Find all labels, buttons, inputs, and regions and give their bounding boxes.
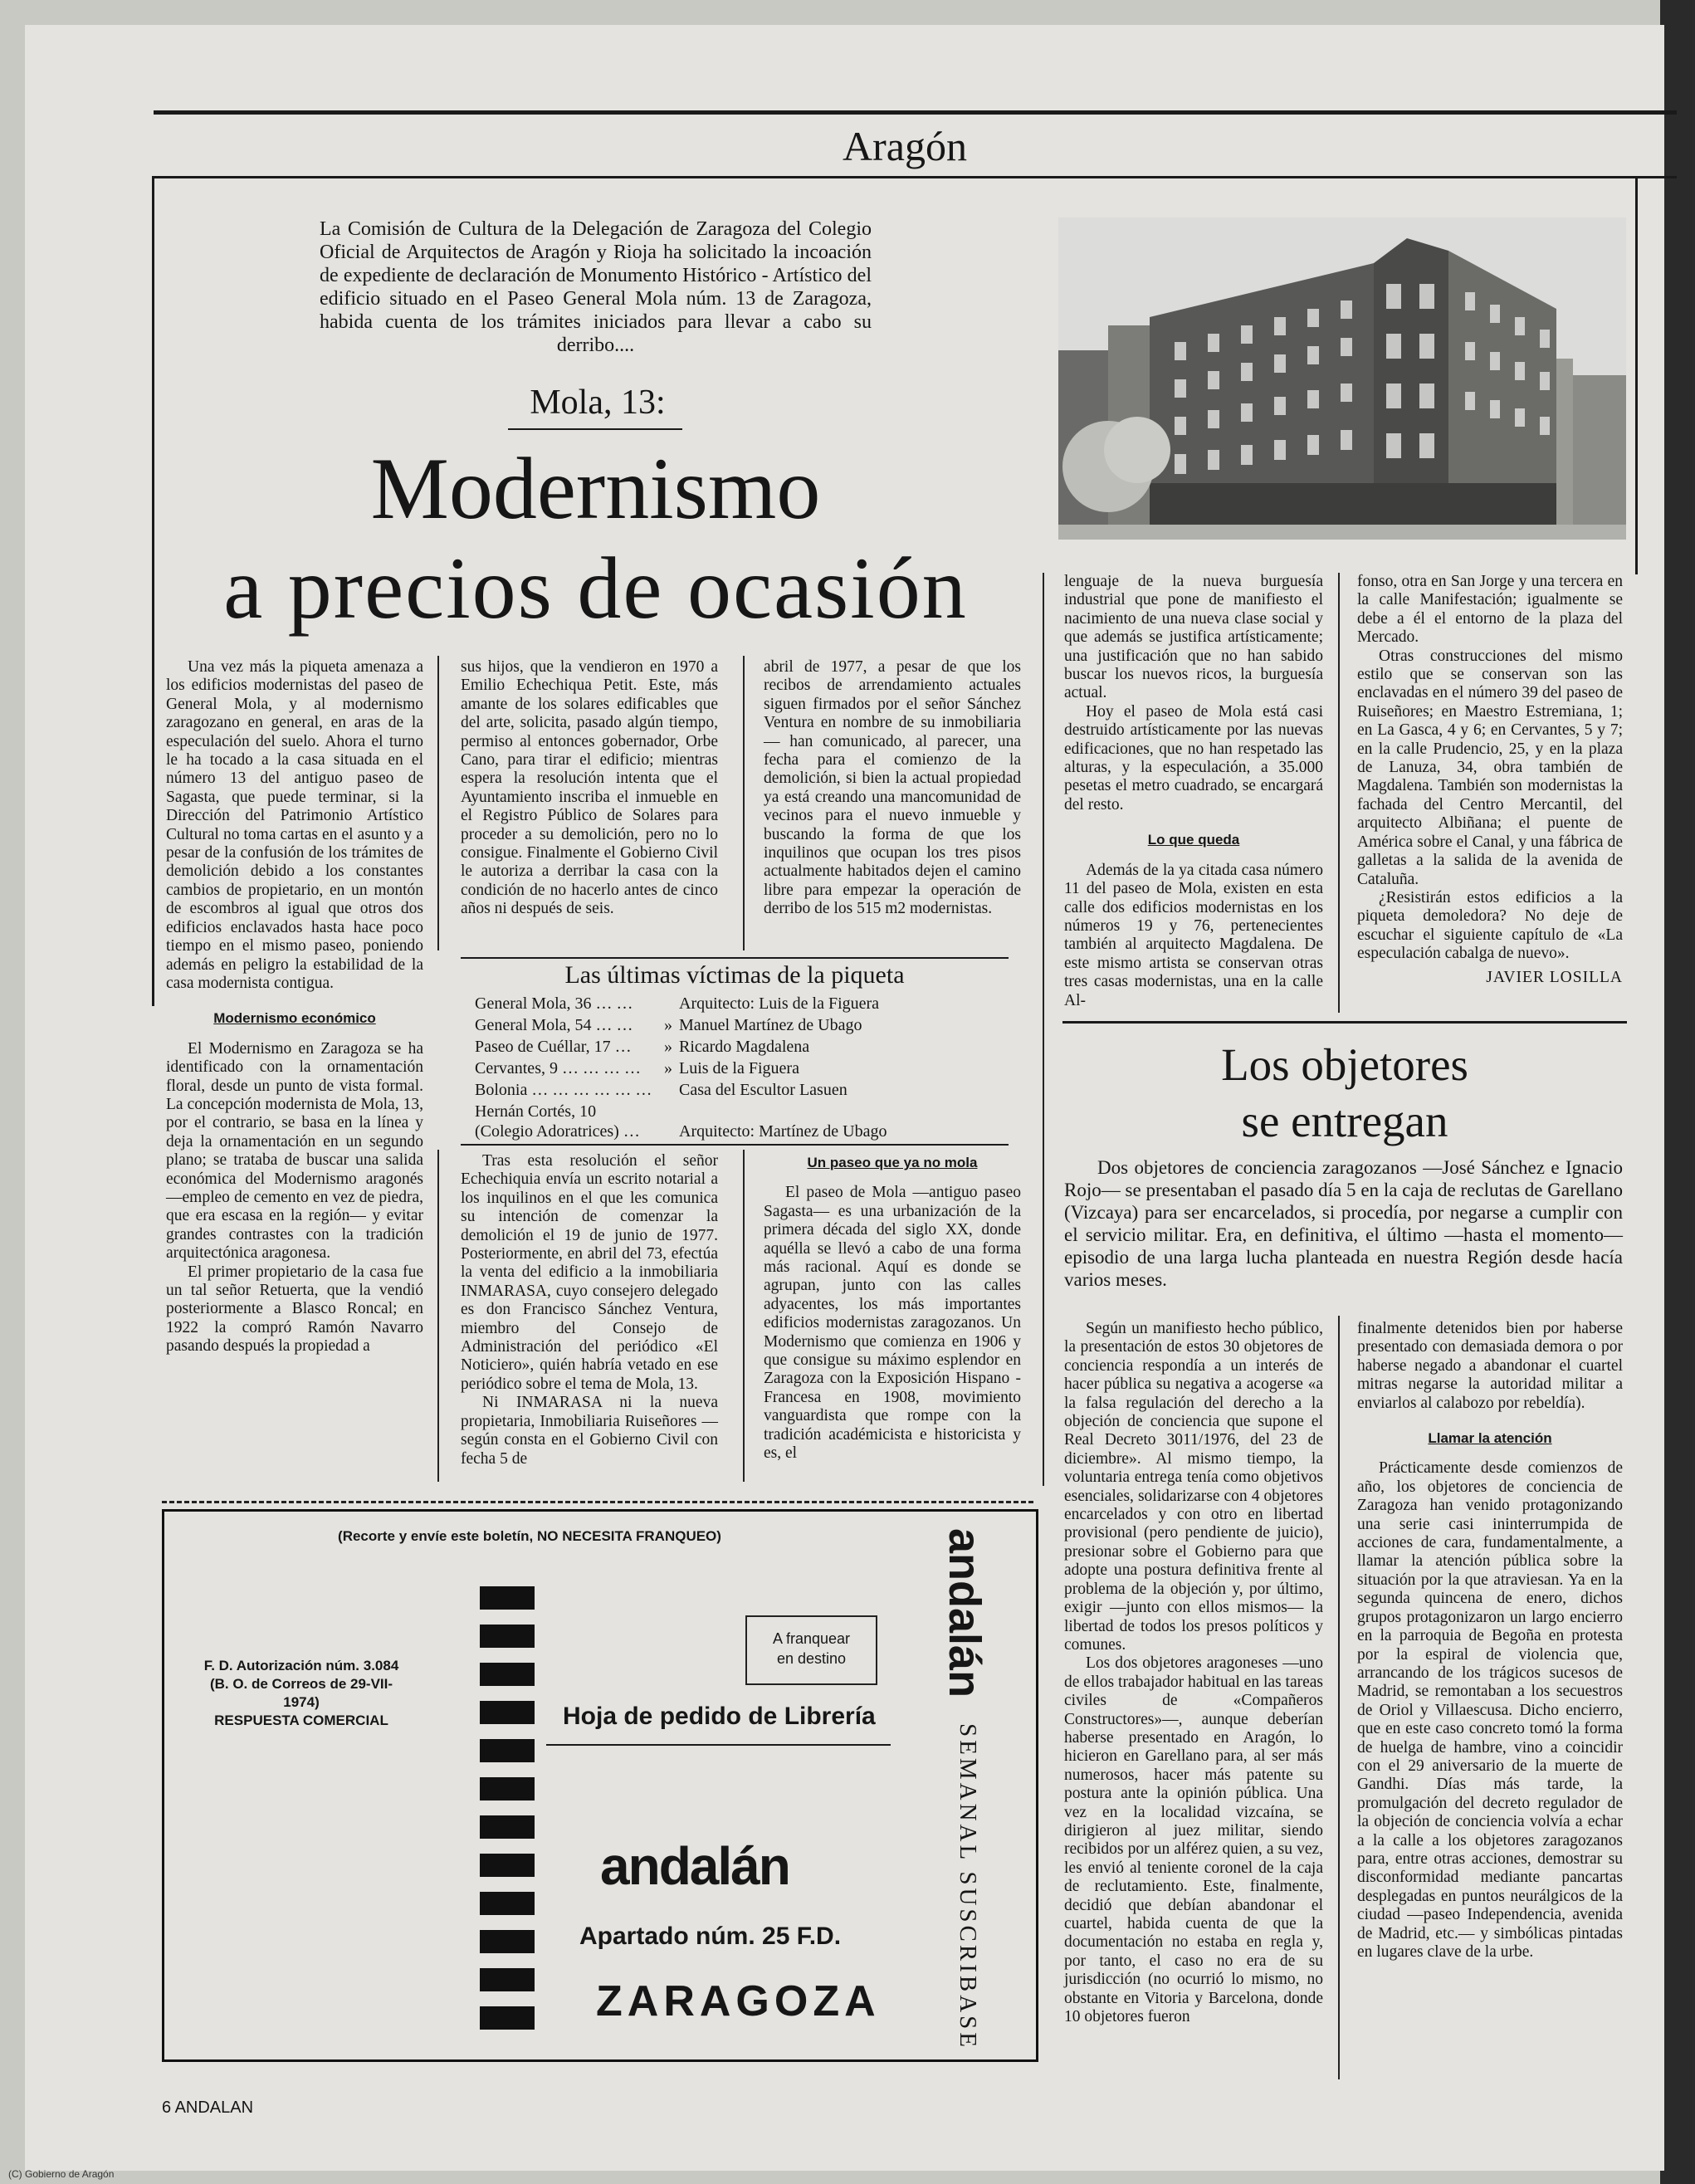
article2-title-l1: Los objetores <box>1221 1039 1468 1090</box>
article1-col1-p1: Una vez más la piqueta amenaza a los edificios modernistas del paseo de General Mola, y al modernismo zaragozano en general, en aras de la especulación del suelo. Ahora el turno le ha tocado a la casa situada en el número 13 del antiguo paseo de Sagasta, que puede terminar, si la Dirección del Patrimonio Artístico Cultural no toma cartas en el asunto y a pesar de la confusión de los trámites de demolición debido a los constantes cambios de propietario, en un montón de escombros al igual que otros dos edificios enclavados hasta hace poco tiempo en el mismo paseo, poniendo además en peligro la estabilidad de la casa modernista contigua. <box>166 658 423 992</box>
article1-col1-p3: El primer propietario de la casa fue un tal señor Retuerta, que la vendió posteriormente a Blasco Roncal; en 1922 la compró Ramón Navarro pasando después la propiedad a <box>166 1263 423 1356</box>
article2-col2-p2: Prácticamente desde comienzos de año, los objetores de conciencia de Zaragoza han venido protagonizando una serie casi ininterrumpida de acciones de cara, fundamentalmente, a llamar la atención pública sobre la situación por la que atraviesan. Ya en la segunda quincena de enero, dichos grupos protagonizaron un largo encierro en la parroquia de Begoña en protesta por la espiral de violencia que, arrancando de los trágicos sucesos de Madrid, se remontaban a los secuestros de Oriol y Villaescusa. Dicho encierro, que en este caso concreto tomó la forma de huelga de hambre, vino a coincidir con el 29 aniversario de la muerte de Gandhi. Días más tarde, la promulgación del decreto regulador de la objeción de conciencia volvía a echar a la calle a los objetores zaragozanos para, entre otras acciones, demostrar su disconformidad mediante pancartas desplegadas en puntos neurálgicos de la ciudad —paseo Independencia, avenida de Madrid, etc.— y simbólicas pintadas en lugares clave de la urbe. <box>1357 1459 1623 1961</box>
article2-col1 <box>1064 1320 1323 2026</box>
article1-col4-p2: Hoy el paseo de Mola está casi destruido artísticamente por las nuevas edificaciones, que no han respetado las alturas, y la especulación, a 35.000 pesetas el metro cuadrado, se encargará del resto. <box>1064 702 1323 814</box>
col-rule-4 <box>1338 573 1340 1013</box>
victim-mark: » <box>664 1038 672 1056</box>
col-rule-2 <box>743 656 745 950</box>
kicker-rule <box>508 428 682 430</box>
postal-bar <box>480 1739 535 1762</box>
article2-col2 <box>1357 1320 1623 1962</box>
postage-box-line2: en destino <box>776 1650 847 1667</box>
article2-title-l2: se entregan <box>1241 1096 1448 1146</box>
article1-col4-p3: Además de la ya citada casa número 11 del paseo de Mola, existen en esta calle dos edificios modernistas en los números 19 y 76, pertenecientes también al arquitecto Magdalena. De este mismo artista se conservan otras tres casas modernistas, una en la calle Al- <box>1064 861 1323 1009</box>
victim-place: Paseo de Cuéllar, 17 … <box>475 1038 632 1056</box>
postage-box-line1: A franquear <box>772 1630 851 1647</box>
building-photo <box>1058 217 1626 540</box>
coupon-city: ZARAGOZA <box>596 1977 881 2025</box>
victim-architect: Casa del Escultor Lasuen <box>679 1081 848 1099</box>
postal-bar <box>480 1930 535 1953</box>
victim-place: General Mola, 54 … … <box>475 1016 633 1034</box>
victims-row <box>471 1036 890 1058</box>
article1-col2b-p1: Tras esta resolución el señor Echechiquia envía un escrito notarial a los inquilinos en el que les comunica su intención de comenzar la demolición el 19 de junio de 1977. Posteriormente, en abril del 73, efectúa la venta del edificio a la inmobiliaria INMARASA, cuyo consejero delegado es don Francisco Sánchez Ventura, miembro del Consejo de Administración del periódico «El Noticiero», quién habría vetado en ese periódico sobre el tema de Mola, 13. <box>461 1152 718 1393</box>
article1-col1-p2: El Modernismo en Zaragoza se ha identificado con la ornamentación floral, desde un punto de vista formal. La concepción modernista de Mola, 13, por el contrario, se basa en la línea y deja la ornamentación en un segundo plano; se trataba de buscar una salida económica del Modernismo aragonés —empleo de cemento en vez de piedra, que era escasa en la región— y evitar grandes contrastes con la tradición arquitectónica aragonesa. <box>166 1039 423 1263</box>
section-rule <box>154 176 1677 178</box>
author-byline: JAVIER LOSILLA <box>1486 968 1623 986</box>
coupon-authorization <box>198 1657 405 1730</box>
page-footer: 6 ANDALAN <box>162 2098 254 2117</box>
coupon-instruction: (Recorte y envíe este boletín, NO NECESITA FRANQUEO) <box>338 1528 721 1544</box>
coupon-address: Apartado núm. 25 F.D. <box>579 1923 842 1950</box>
order-coupon <box>162 1509 1038 2062</box>
col-rule-3 <box>1043 573 1044 1486</box>
article1-col4-p1: lenguaje de la nueva burguesía industrial que pone de manifiesto el nacimiento de una nueva clase social y que además se justifica artísticamente; una justificación que no han sabido buscar los nuevos ricos, la burguesía actual. <box>1064 573 1323 702</box>
victims-row <box>471 993 890 1014</box>
victim-place: Hernán Cortés, 10 (Colegio Adoratrices) … <box>475 1102 640 1141</box>
article1-col5-p3: ¿Resistirán estos edificios a la piqueta demoledora? No deje de escuchar el siguiente capítulo de «La especulación cabalga de nuevo». <box>1357 888 1623 963</box>
coupon-order-rule <box>546 1744 891 1746</box>
postal-bar <box>480 1968 535 1991</box>
victims-title: Las últimas víctimas de la piqueta <box>564 961 905 989</box>
article1-col3-text: abril de 1977, a pesar de que los recibos de arrendamiento actuales siguen firmados por el señor Sánchez Ventura en nombre de su inmobiliaria— han comunicado, al parecer, una fecha para el comienzo de la demolición, si bien la actual propiedad ya está creando una mancomunidad de vecinos para el nuevo inmueble y buscando la forma de que los inquilinos que ocupan los tres pisos actualmente habitados dejen el camino libre para empezar la operación de derribo de los 515 m2 modernistas. <box>764 658 1021 918</box>
side-text: SEMANAL SUSCRIBASE <box>955 1723 981 2051</box>
postal-bar <box>480 1586 535 1610</box>
victim-place: Bolonia … … … … … … <box>475 1081 652 1099</box>
intro-text: La Comisión de Cultura de la Delegación de Zaragoza del Colegio Oficial de Arquitectos de Aragón y Rioja ha solicitado la incoación de expediente de declaración de Monumento Histórico - Artístico del edificio situado en el Paseo General Mola núm. 13 de Zaragoza, habida cuenta de los trámites iniciados para llevar a cabo su derribo.... <box>320 218 872 356</box>
victims-table <box>471 993 890 1142</box>
victim-mark: » <box>664 1059 672 1077</box>
victims-bottom-rule <box>461 1144 1009 1146</box>
article1-col2b <box>461 1152 718 1468</box>
binding-edge <box>1660 0 1695 2184</box>
postal-bar <box>480 1777 535 1800</box>
article2-col1-p2: Los dos objetores aragoneses —uno de ellos trabajador habitual en las tareas civiles de «Compañeros Constructores»—, aunque deberían haberse presentado en Aragón, lo hicieron en Garellano para, al ser más numerosos, hacer más patente su postura ante la opinión pública. Una vez en la localidad vizcaína, se dirigieron al juez militar, siendo recibidos por un alférez quien, a su vez, les envió al teniente coronel de la caja de reclutamiento. Este, finalmente, decidió que debían abandonar el cuartel, habida cuenta de que la documentación no estaba en regla y, por tanto, el caso no era de su jurisdicción (no ocurrió lo mismo, no obstante en Vitoria y Barcelona, donde 10 objetores fueron <box>1064 1654 1323 2026</box>
coupon-auth-line2: (B. O. de Correos de 29-VII-1974) <box>209 1676 393 1710</box>
coupon-auth-line3: RESPUESTA COMERCIAL <box>214 1713 388 1728</box>
article1-col4 <box>1064 573 1323 1010</box>
victim-architect: Manuel Martínez de Ubago <box>679 1016 862 1034</box>
coupon-side-strip <box>936 1528 1003 2051</box>
postage-box <box>745 1615 877 1685</box>
side-brand: andalán <box>940 1528 989 1698</box>
copyright-credit: (C) Gobierno de Aragón <box>8 2168 115 2180</box>
article2-col1-p1: Según un manifiesto hecho público, la presentación de estos 30 objetores de conciencia respondía a un interés de hacer pública su negativa a acogerse «a la falsa regulación del derecho a la objeción de conciencia que supone el Real Decreto 3011/1976, del 23 de diciembre». Al mismo tiempo, la voluntaria entrega tenía como objetivos esenciales, solidarizarse con 4 objetores encarcelados y con otro en libertad provisional (pero pendiente de juicio), presionar sobre el Gobierno para que adopte una postura definitiva frente al problema de la objeción y, por último, exigir —junto con ellos mismos— la libertad de todos los presos políticos y comunes. <box>1064 1320 1323 1654</box>
victim-mark: » <box>664 1016 672 1034</box>
postal-bar <box>480 1892 535 1915</box>
victim-mark <box>661 1101 676 1142</box>
article1-col2b-p2: Ni INMARASA ni la nueva propietaria, Inmobiliaria Ruiseñores —según consta en el Gobierno Civil con fecha 5 de <box>461 1394 718 1468</box>
kicker: Mola, 13: <box>530 384 666 422</box>
victims-top-rule <box>461 957 1009 959</box>
victim-architect: Arquitecto: Luis de la Figuera <box>679 994 880 1013</box>
article2-col2-p1: finalmente detenidos bien por haberse presentado con demasiada demora o por haberse negado a abandonar el cuartel mitras negarse la autoridad militar a enviarlos al calabozo por rebeldía). <box>1357 1320 1623 1412</box>
headline-line1: Modernismo <box>370 440 821 537</box>
victim-mark <box>661 1079 676 1101</box>
victim-place: General Mola, 36 … … <box>475 994 633 1013</box>
postal-bar <box>480 1815 535 1839</box>
victims-row <box>471 1058 890 1079</box>
section-title: Aragón <box>843 123 967 169</box>
frame-left <box>152 176 154 1006</box>
coupon-brand: andalán <box>600 1836 789 1896</box>
victims-row <box>471 1101 890 1142</box>
victim-architect: Ricardo Magdalena <box>679 1038 810 1056</box>
col-rule-7 <box>1338 1316 1340 2079</box>
subhead-modernismo-economico: Modernismo económico <box>213 1010 376 1027</box>
col-rule-5 <box>437 1150 439 1482</box>
article1-col3b <box>764 1152 1021 1463</box>
victim-mark <box>661 993 676 1014</box>
article2-lead: Dos objetores de conciencia zaragozanos —José Sánchez e Ignacio Rojo— se presentaban el pasado día 5 en la caja de reclutas de Garellano (Vizcaya) para ser encarcelados, si procedía, por negarse a cumplir con el servicio militar. Era, en definitiva, el último —hasta el momento— episodio de una larga lucha planteada en nuestra Región desde hacía varios meses. <box>1064 1157 1623 1290</box>
frame-right <box>1635 176 1638 574</box>
building-photo-svg <box>1058 217 1626 540</box>
article1-col1 <box>166 658 423 1356</box>
postal-bar <box>480 2006 535 2030</box>
postal-bar <box>480 1625 535 1648</box>
article1-col2-text: sus hijos, que la vendieron en 1970 a Emilio Echechiqua Petit. Este, más amante de los solares edificables que del arte, solicita, pasado algún tiempo, permiso al entonces gobernador, Orbe Cano, para tirar el edificio; mientras espera la resolución intenta que el Ayuntamiento inscriba el inmueble en el Registro Público de Solares para proceder a su demolición, pero no lo consigue. Finalmente el Gobierno Civil le autoriza a derribar la casa con la condición de no hacerlo antes de cinco años ni después de seis. <box>461 658 718 918</box>
article1-col3b-p1: El paseo de Mola —antiguo paseo Sagasta— es una urbanización de la primera década del siglo XX, donde aquélla se llevó a cabo de una forma más racional. Aquí es donde se agrupan, junto con las calles adyacentes, los más importantes edificios modernistas zaragozanos. Un Modernismo que comienza en 1906 y que consigue su máximo esplendor en Zaragoza con la Exposición Hispano - Francesa en 1908, movimiento vanguardista que rompe con la tradición académicista e historicista y es, el <box>764 1184 1021 1463</box>
postal-bar <box>480 1854 535 1877</box>
postal-bars <box>480 1586 535 2043</box>
article1-col5-p1: fonso, otra en San Jorge y una tercera en la calle Manifestación; igualmente se debe a él el entorno de la plaza del Mercado. <box>1357 573 1623 647</box>
subhead-lo-que-queda: Lo que queda <box>1147 832 1240 848</box>
col-rule-1 <box>437 656 439 950</box>
victim-architect: Arquitecto: Martínez de Ubago <box>679 1122 887 1141</box>
subhead-paseo: Un paseo que ya no mola <box>807 1155 978 1170</box>
postal-bar <box>480 1701 535 1724</box>
postal-bar <box>480 1663 535 1686</box>
article1-col3 <box>764 658 1021 919</box>
article1-col2 <box>461 658 718 919</box>
coupon-cut-line <box>162 1501 1033 1506</box>
header-rule <box>154 110 1677 115</box>
headline-line2: a precios de ocasión <box>223 540 968 637</box>
col-rule-6 <box>743 1150 745 1482</box>
victims-row <box>471 1014 890 1036</box>
article2-top-rule <box>1062 1021 1627 1024</box>
article1-col5-p2: Otras construcciones del mismo estilo que se conservan son las enclavadas en el número 39 del paseo de Ruiseñores; en Maestro Estremiana, 1; en La Gasca, 4 y 6; en Cervantes, 5 y 7; en la calle Prudencio, 25, y en la plaza de Lanuza, 34, obra también de Magdalena. También son modernistas la fachada del Centro Mercantil, del arquitecto Albiñana; el puente de América sobre el Canal, y una fábrica de galletas a la salida de la avenida de Cataluña. <box>1357 647 1623 888</box>
victim-place: Cervantes, 9 … … … … <box>475 1059 641 1077</box>
victims-row <box>471 1079 890 1101</box>
coupon-auth-line1: F. D. Autorización núm. 3.084 <box>203 1658 399 1673</box>
victim-architect: Luis de la Figuera <box>679 1059 799 1077</box>
subhead-llamar-atencion: Llamar la atención <box>1428 1430 1552 1447</box>
article1-col5 <box>1357 573 1623 987</box>
coupon-order-title: Hoja de pedido de Librería <box>563 1703 876 1730</box>
